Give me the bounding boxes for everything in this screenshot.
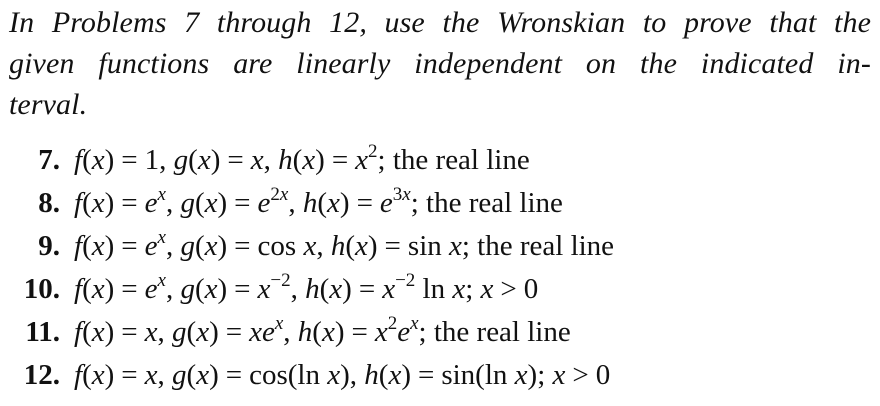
problem-expression: $f(x) = e^x$, g(x) = cos x, h(x) = sin x; the real line xyxy=(74,227,615,262)
problem-number: 11. xyxy=(25,316,60,348)
problem-11 xyxy=(0,311,880,354)
problem-expression: f(x) = 1, g(x) = x, $h(x) = x^2$; the real line xyxy=(74,141,530,176)
problem-list xyxy=(0,139,880,397)
problem-expression: $f(x) = e^x$, $g(x) = e^{2x}$, $h(x) = e^{3x}$; the real line xyxy=(74,184,563,219)
problem-number: 10. xyxy=(23,273,60,305)
problem-9 xyxy=(0,225,880,268)
problem-number: 9. xyxy=(38,230,60,262)
problem-number: 12. xyxy=(23,359,60,391)
problem-expression: f(x) = x, g(x) = cos(ln x), h(x) = sin(ln x); x > 0 xyxy=(74,359,611,391)
problem-10 xyxy=(0,268,880,311)
instructions-line-3: terval. xyxy=(9,88,88,121)
instructions-line-2: given functions are linearly independent on the indicated in- xyxy=(9,47,871,80)
problem-number: 8. xyxy=(38,187,60,219)
problem-7 xyxy=(0,139,880,182)
problem-number: 7. xyxy=(38,144,60,176)
instructions-line-1: In Problems 7 through 12, use the Wronskian to prove that the xyxy=(9,6,871,39)
problem-expression: f(x) = x, $g(x) = xe^x$, $h(x) = x^2e^x$; the real line xyxy=(74,313,571,348)
problem-8 xyxy=(0,182,880,225)
problem-expression: $f(x) = e^x$, $g(x) = x^{-2}$, $h(x) = x^{-2}$ ln x; x > 0 xyxy=(74,270,539,305)
problem-instructions xyxy=(9,2,871,125)
problem-12 xyxy=(0,354,880,397)
